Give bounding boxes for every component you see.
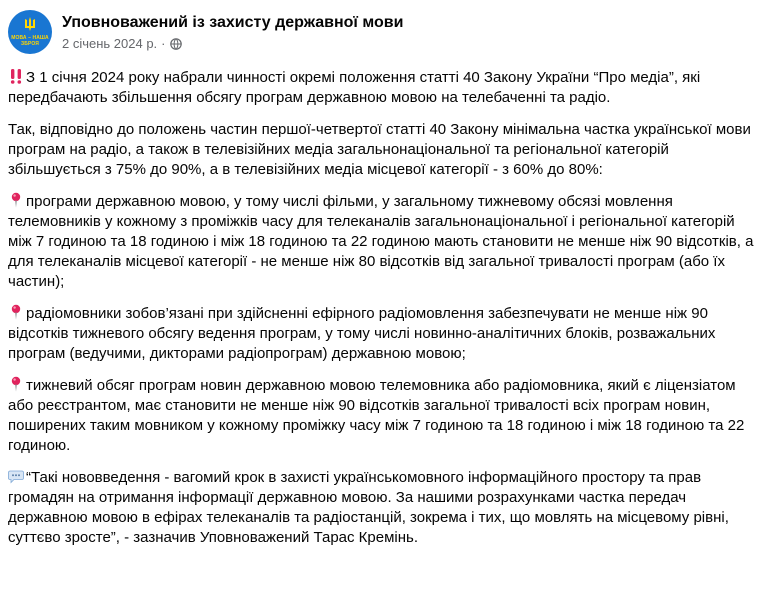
paragraph-text: “Такі нововведення - вагомий крок в захисті українськомовного інформаційного простору та прав громадян на отримання інформації державною мовою. За нашими розрахунками частка передач державною мовою в ефірах телеканалів та радіостанцій, зокрема і тих, що мовлять на місцевому рівні, суттєво зросте”, - зазначив Уповноважений Тарас Кремінь. [8, 469, 729, 546]
speech-bubble-icon [8, 468, 24, 484]
globe-icon[interactable] [170, 38, 182, 50]
pushpin-icon [8, 376, 24, 392]
post-body [8, 68, 756, 548]
post-paragraph-news [8, 376, 756, 456]
post-paragraph-quote [8, 468, 756, 548]
post-paragraph-radio [8, 304, 756, 364]
post-date-link[interactable]: 2 січень 2024 р. [62, 36, 158, 51]
post-paragraph-summary [8, 120, 756, 180]
pushpin-icon [8, 192, 24, 208]
avatar[interactable] [8, 10, 52, 54]
avatar-logo-text: МОВА – НАША ЗБРОЯ [11, 35, 49, 47]
post-paragraph-tv-programs [8, 192, 756, 292]
double-exclamation-icon [8, 68, 24, 84]
post-meta [62, 35, 403, 53]
meta-separator: · [161, 36, 166, 51]
paragraph-text: тижневий обсяг програм новин державною мовою телемовника або радіомовника, який є ліцензіатом або реєстрантом, має становити не менше ніж 90 відсотків загальної тривалості всіх програм новин, поширених таким мовником у кожному проміжку часу між 7 годиною та 18 годиною і між 18 годиною та 22 годиною. [8, 377, 745, 454]
post-meta-block [62, 10, 403, 53]
trident-icon [24, 17, 36, 31]
post-paragraph-intro [8, 68, 756, 108]
page-name-link[interactable]: Уповноважений із захисту державної мови [62, 14, 404, 31]
paragraph-text: радіомовники зобов’язані при здійсненні ефірного радіомовлення забезпечувати не менше ніж 90 відсотків тижневого обсягу ведення програм, у тому числі новинно-аналітичних блоків, розважальних програм (ведучими, дикторами радіопрограм) державною мовою; [8, 305, 716, 362]
post-header [8, 10, 756, 68]
pushpin-icon [8, 304, 24, 320]
paragraph-text: програми державною мовою, у тому числі фільми, у загальному тижневому обсязі мовлення телемовників у кожному з проміжків часу для телеканалів загальнонаціональної і регіональної категорій між 7 годиною та 18 годиною і між 18 годиною та 22 годиною мають становити не менше ніж 90 відсотків, а для телеканалів місцевої категорії - не менше ніж 80 відсотків від загальної тривалості програм (або їх частин); [8, 193, 754, 290]
paragraph-text: Так, відповідно до положень частин першої-четвертої статті 40 Закону мінімальна частка української мови програм на радіо, а також в телевізійних медіа загальнонаціональної та регіональної категорій збільшується з 75% до 90%, а в телевізійних медіа місцевої категорії - з 60% до 80%: [8, 121, 751, 178]
paragraph-text: З 1 січня 2024 року набрали чинності окремі положення статті 40 Закону України “Про медіа”, які передбачають збільшення обсягу програм державною мовою на телебаченні та радіо. [8, 69, 701, 106]
